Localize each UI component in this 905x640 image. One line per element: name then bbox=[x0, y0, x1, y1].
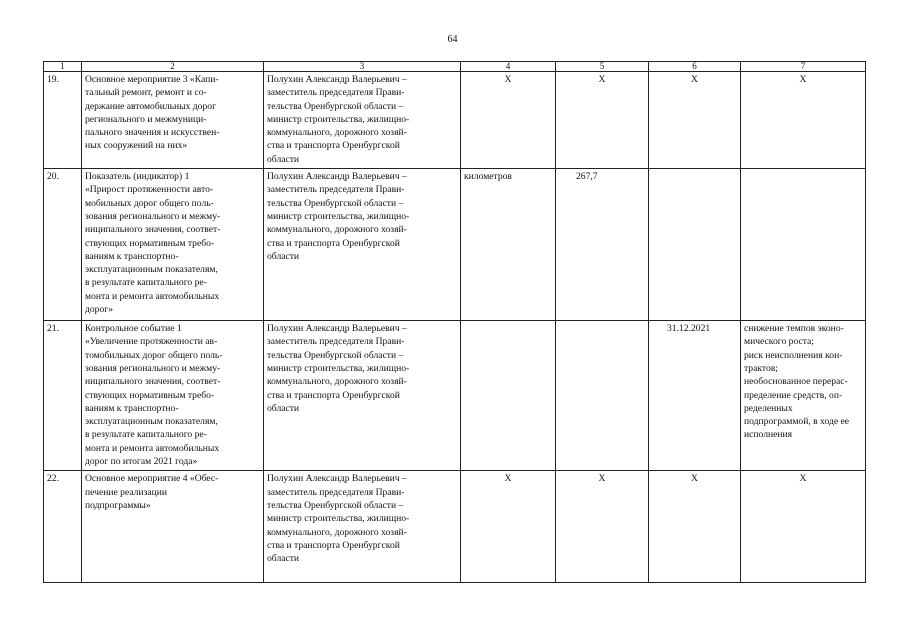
column-header: 6 bbox=[649, 62, 741, 72]
row-number: 22. bbox=[44, 471, 82, 583]
column-header: 3 bbox=[264, 62, 461, 72]
header-row bbox=[44, 62, 866, 72]
unit-cell: Х bbox=[461, 72, 556, 169]
value-cell bbox=[556, 321, 649, 471]
responsible-person: Полухин Александр Валерьевич – заместитель председателя Прави- тельства Оренбургской области – министр строительства, жилищно- коммунального, дорожного хозяй- ства и транспорта Оренбургской области bbox=[264, 471, 461, 583]
date-cell: Х bbox=[649, 72, 741, 169]
risk-cell: снижение темпов эконо- мического роста; риск неисполнения кон- трактов; необоснованное перерас- пределение средств, оп- ределенных подпрограммой, в ходе ее исполнения bbox=[741, 321, 866, 471]
column-header: 4 bbox=[461, 62, 556, 72]
responsible-person: Полухин Александр Валерьевич – заместитель председателя Прави- тельства Оренбургской области – министр строительства, жилищно- коммунального, дорожного хозяй- ства и транспорта Оренбургской области bbox=[264, 321, 461, 471]
table-row bbox=[44, 321, 866, 471]
event-name: Показатель (индикатор) 1 «Прирост протяженности авто- мобильных дорог общего поль- зования регионального и межму- ниципального значения, соответ- ствующих нормативным требо- ваниям к транспортно- эксплуатационным показателям, в результате капитального ре- монта и ремонта автомобильных дорог» bbox=[82, 169, 264, 321]
row-number: 20. bbox=[44, 169, 82, 321]
date-cell bbox=[649, 169, 741, 321]
column-header: 1 bbox=[44, 62, 82, 72]
unit-cell: Х bbox=[461, 471, 556, 583]
unit-cell bbox=[461, 321, 556, 471]
page-number: 64 bbox=[447, 34, 458, 45]
event-name: Основное мероприятие 3 «Капи- тальный ремонт, ремонт и со- держание автомобильных дорог регионального и межмуници- пального значения и искусствен- ных сооружений на них» bbox=[82, 72, 264, 169]
risk-cell bbox=[741, 169, 866, 321]
column-header: 2 bbox=[82, 62, 264, 72]
column-header: 5 bbox=[556, 62, 649, 72]
risk-cell: Х bbox=[741, 72, 866, 169]
row-number: 19. bbox=[44, 72, 82, 169]
table-row bbox=[44, 169, 866, 321]
events-table bbox=[43, 61, 866, 583]
responsible-person: Полухин Александр Валерьевич – заместитель председателя Прави- тельства Оренбургской области – министр строительства, жилищно- коммунального, дорожного хозяй- ства и транспорта Оренбургской области bbox=[264, 169, 461, 321]
unit-cell: километров bbox=[461, 169, 556, 321]
column-header: 7 bbox=[741, 62, 866, 72]
table-row bbox=[44, 471, 866, 583]
value-cell: Х bbox=[556, 72, 649, 169]
value-cell: Х bbox=[556, 471, 649, 583]
date-cell: 31.12.2021 bbox=[649, 321, 741, 471]
event-name: Основное мероприятие 4 «Обес- печение реализации подпрограммы» bbox=[82, 471, 264, 583]
event-name: Контрольное событие 1 «Увеличение протяженности ав- томобильных дорог общего поль- зования регионального и межму- ниципального значения, соответ- ствующих нормативным требо- ваниям к транспортно- эксплуатационным показателям, в результате капитального ре- монта и ремонта автомобильных дорог по итогам 2021 года» bbox=[82, 321, 264, 471]
row-number: 21. bbox=[44, 321, 82, 471]
table-row bbox=[44, 72, 866, 169]
date-cell: Х bbox=[649, 471, 741, 583]
responsible-person: Полухин Александр Валерьевич – заместитель председателя Прави- тельства Оренбургской области – министр строительства, жилищно- коммунального, дорожного хозяй- ства и транспорта Оренбургской области bbox=[264, 72, 461, 169]
value-cell: 267,7 bbox=[556, 169, 649, 321]
risk-cell: Х bbox=[741, 471, 866, 583]
